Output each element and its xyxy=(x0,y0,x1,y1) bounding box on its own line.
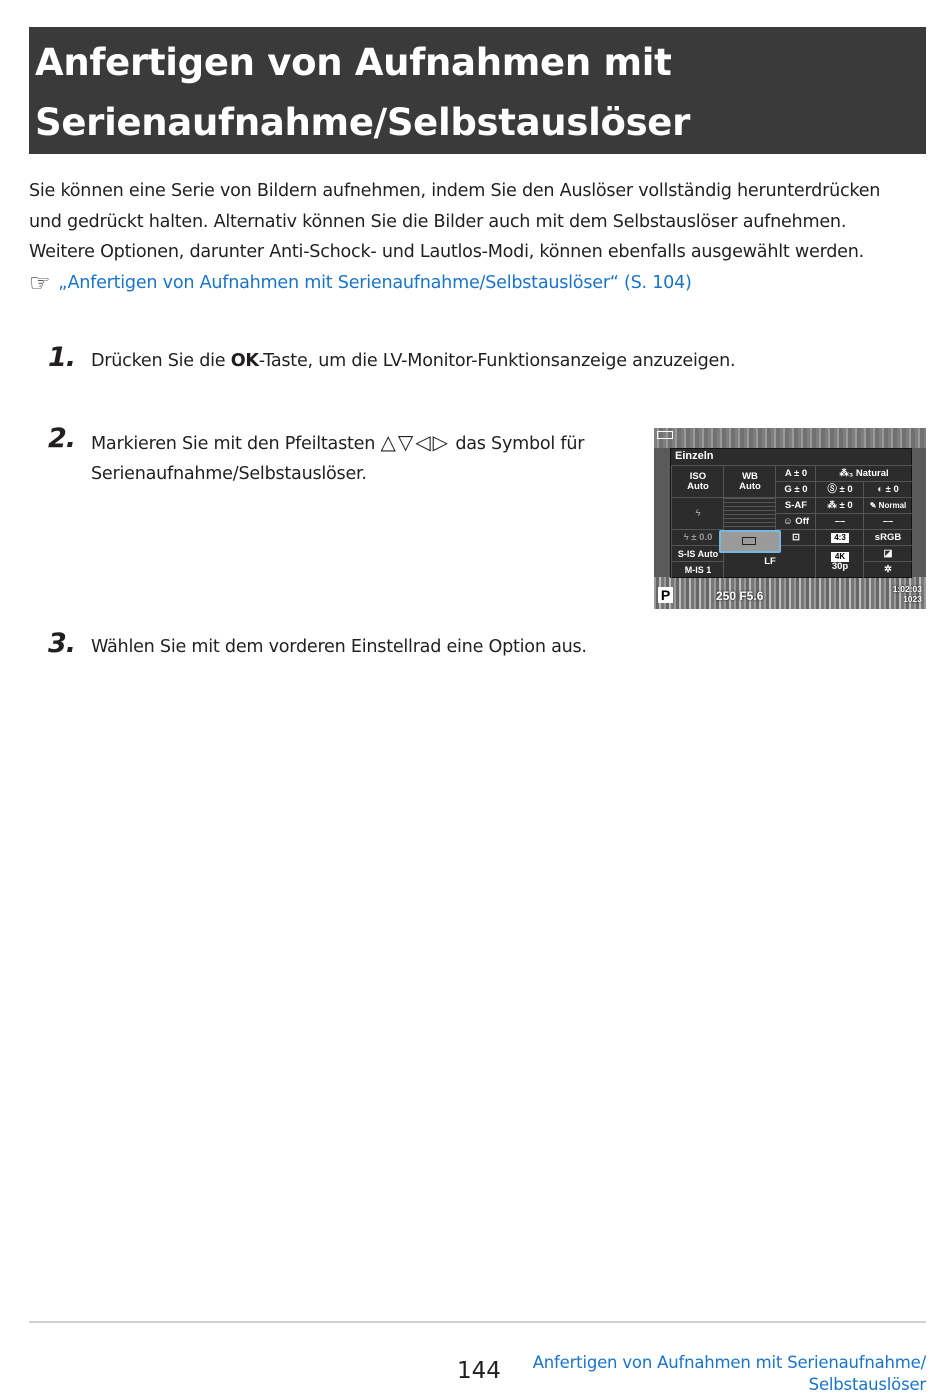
page-title xyxy=(35,33,926,153)
step-number-1: 1. xyxy=(48,342,76,373)
picture-mode: ⁂₃ Natural xyxy=(815,465,912,482)
step-2-text-before: Markieren Sie mit den Pfeiltasten xyxy=(91,434,381,454)
wb-g-adjust: G ± 0 xyxy=(775,481,816,498)
exposure-compensation-icon: ◪ xyxy=(863,545,912,562)
super-control-panel xyxy=(670,448,912,578)
af-target-grid xyxy=(723,497,776,530)
aspect-ratio-value: 4:3 xyxy=(831,533,849,543)
wb-setting: WB Auto xyxy=(723,465,776,498)
flash-icon: ϟ xyxy=(671,497,724,530)
empty-setting: –– xyxy=(863,513,912,530)
single-frame-icon xyxy=(742,537,756,545)
image-stabilizer-movie: M-IS 1 xyxy=(671,561,724,578)
step-1-text-before: Drücken Sie die xyxy=(91,351,231,371)
contrast: ◐ ± 0 xyxy=(863,481,912,498)
step-number-3: 3. xyxy=(48,628,76,659)
focus-mode: S-AF xyxy=(775,497,816,514)
live-view-background xyxy=(654,577,926,609)
ok-button-label: OK xyxy=(230,351,259,371)
color-space: sRGB xyxy=(863,529,912,546)
movie-resolution: 4K xyxy=(831,552,849,562)
image-stabilizer-still: S-IS Auto xyxy=(671,545,724,562)
metering-icon: ⊡ xyxy=(775,529,816,546)
intro-line: und gedrückt halten. Alternativ können Sie die Bilder auch mit dem Selbstauslöser aufnehmen. xyxy=(29,211,847,232)
face-priority: ☺ Off xyxy=(775,513,816,530)
step-number-2: 2. xyxy=(48,423,76,454)
footer-title-line1[interactable]: Anfertigen von Aufnahmen mit Serienaufnahme/ xyxy=(532,1353,926,1372)
page-title-line2: Serienaufnahme/Selbstauslöser xyxy=(35,101,691,144)
step-text-2 xyxy=(91,427,631,489)
arrow-keys-icon: △▽◁▷ xyxy=(380,430,450,454)
wb-a-adjust: A ± 0 xyxy=(775,465,816,482)
camera-lv-control-panel xyxy=(654,428,926,609)
footer-title-line2[interactable]: Selbstauslöser xyxy=(808,1375,926,1394)
intro-paragraph xyxy=(29,176,929,298)
sharpness: Ⓢ ± 0 xyxy=(815,481,864,498)
aspect-ratio xyxy=(815,529,864,546)
footer-chapter-link[interactable] xyxy=(533,1352,926,1396)
gear-icon: ✲ xyxy=(863,561,912,578)
drive-mode-selected-cell xyxy=(719,530,781,553)
page-title-line1: Anfertigen von Aufnahmen mit xyxy=(35,41,672,84)
flash-compensation: ϟ ± 0.0 xyxy=(671,529,724,546)
live-view-background xyxy=(654,428,926,448)
step-text-3: Wählen Sie mit dem vorderen Einstellrad eine Option aus. xyxy=(91,637,587,657)
saturation: ⁂ ± 0 xyxy=(815,497,864,514)
page-number: 144 xyxy=(457,1358,501,1384)
cross-reference-link[interactable]: „Anfertigen von Aufnahmen mit Serienaufnahme/Selbstauslöser“ (S. 104) xyxy=(58,272,692,293)
step-1-text-after: -Taste, um die LV-Monitor-Funktionsanzeige anzuzeigen. xyxy=(258,351,736,371)
time-remaining: 1:02:03 xyxy=(892,584,922,594)
movie-settings xyxy=(815,545,864,578)
image-quality: LF xyxy=(723,545,816,578)
shots-remaining: 1023 xyxy=(903,594,922,604)
battery-icon xyxy=(657,431,673,439)
page-title-banner xyxy=(29,27,926,154)
step-text-1 xyxy=(91,346,735,376)
cross-reference[interactable] xyxy=(29,268,929,299)
iso-setting: ISO Auto xyxy=(671,465,724,498)
panel-header: Einzeln xyxy=(675,450,714,462)
intro-line: Sie können eine Serie von Bildern aufnehmen, indem Sie den Auslöser vollständig herunterdrücken xyxy=(29,181,881,201)
footer-divider xyxy=(29,1321,926,1323)
step-2-text-line2: Serienaufnahme/Selbstauslöser. xyxy=(91,464,367,484)
movie-frame-rate: 30p xyxy=(831,561,849,572)
pointing-hand-icon: ☞ xyxy=(29,268,51,297)
empty-setting: –– xyxy=(815,513,864,530)
shooting-mode: P xyxy=(658,587,673,603)
shutter-aperture: 250 F5.6 xyxy=(716,589,764,603)
remaining-capacity xyxy=(893,584,922,604)
intro-line: Weitere Optionen, darunter Anti-Schock- und Lautlos-Modi, können ebenfalls ausgewählt werden. xyxy=(29,242,864,262)
gradation: ✎ Normal xyxy=(863,497,912,514)
step-2-text-after: das Symbol für xyxy=(449,434,585,454)
